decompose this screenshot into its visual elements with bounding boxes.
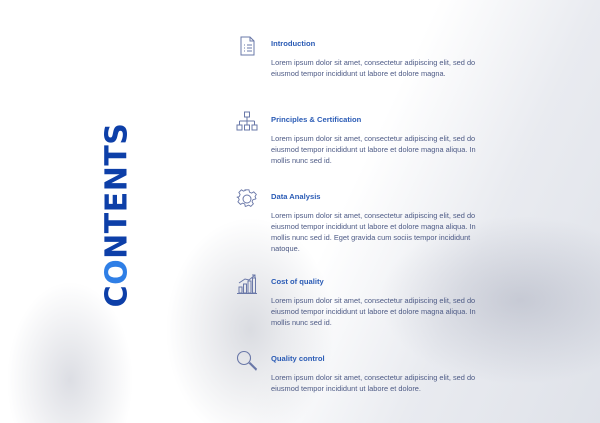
item-body: Lorem ipsum dolor sit amet, consectetur adipiscing elit, sed do eiusmod tempor incididunt ut labore et dolore magna aliqua. In mollis nunc sed id. (271, 134, 476, 165)
item-heading: Quality control (271, 354, 325, 363)
org-chart-icon (236, 111, 258, 133)
bar-chart-growth-icon (236, 273, 258, 295)
item-body: Lorem ipsum dolor sit amet, consectetur adipiscing elit, sed do eiusmod tempor incididunt ut labore et dolore. (271, 373, 476, 393)
title-letter: C (99, 284, 135, 308)
magnifier-icon (236, 350, 258, 372)
item-heading: Principles & Certification (271, 115, 362, 124)
document-list-icon (236, 35, 258, 57)
title-accent-letter: O (99, 258, 135, 285)
item-body: Lorem ipsum dolor sit amet, consectetur adipiscing elit, sed do eiusmod tempor incididunt ut labore et dolore magna aliqua. In mollis nunc sed id. Eget gravida cum sociis tempor incididunt natoque. (271, 211, 476, 253)
contents-title (100, 123, 135, 308)
item-heading: Introduction (271, 39, 316, 48)
item-heading: Data Analysis (271, 192, 321, 201)
item-heading: Cost of quality (271, 277, 324, 286)
item-body: Lorem ipsum dolor sit amet, consectetur adipiscing elit, sed do eiusmod tempor incididunt ut labore et dolore magna aliqua. In mollis nunc sed id. (271, 296, 476, 327)
gear-icon (236, 188, 258, 210)
item-body: Lorem ipsum dolor sit amet, consectetur adipiscing elit, sed do eiusmod tempor incididunt ut labore et dolore magna. (271, 58, 476, 78)
title-rest: NTENTS (99, 122, 135, 259)
